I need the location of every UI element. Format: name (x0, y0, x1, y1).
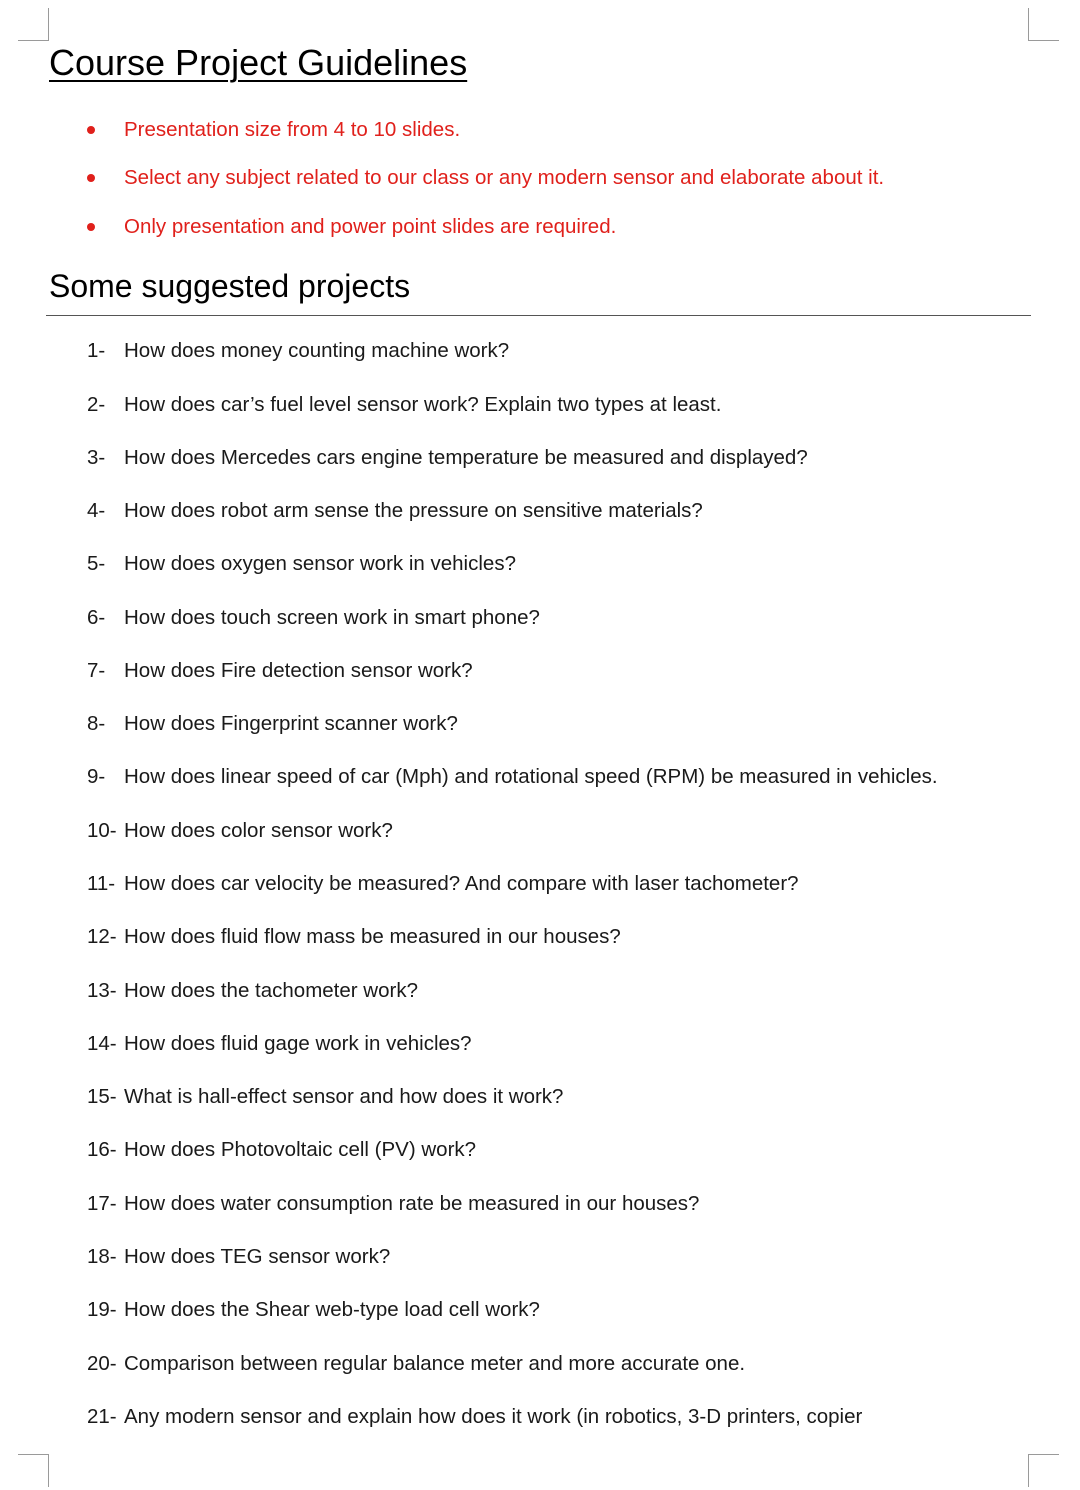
project-text: How does car’s fuel level sensor work? Explain two types at least. (124, 393, 722, 416)
project-number: 10- (87, 819, 117, 842)
project-text: How does robot arm sense the pressure on sensitive materials? (124, 499, 703, 522)
section-divider (46, 315, 1031, 316)
project-number: 9- (87, 765, 106, 788)
crop-mark-top-left (18, 8, 49, 41)
project-text: How does oxygen sensor work in vehicles? (124, 552, 516, 575)
project-number: 12- (87, 925, 117, 948)
crop-mark-bottom-right (1028, 1454, 1059, 1487)
project-text: How does fluid gage work in vehicles? (124, 1032, 472, 1055)
project-text: How does Fire detection sensor work? (124, 659, 473, 682)
project-number: 13- (87, 979, 117, 1002)
project-number: 11- (87, 872, 116, 895)
project-number: 6- (87, 606, 106, 629)
project-text: Any modern sensor and explain how does it work (in robotics, 3-D printers, copier (124, 1405, 863, 1428)
project-number: 7- (87, 659, 106, 682)
project-number: 4- (87, 499, 106, 522)
bullet-icon (87, 126, 95, 134)
project-text: How does Fingerprint scanner work? (124, 712, 458, 735)
project-number: 18- (87, 1245, 117, 1268)
project-number: 1- (87, 339, 106, 362)
project-number: 17- (87, 1192, 117, 1215)
project-text: What is hall-effect sensor and how does it work? (124, 1085, 564, 1108)
project-number: 16- (87, 1138, 117, 1161)
project-text: How does touch screen work in smart phone? (124, 606, 540, 629)
project-number: 8- (87, 712, 106, 735)
project-text: How does TEG sensor work? (124, 1245, 391, 1268)
project-text: How does Photovoltaic cell (PV) work? (124, 1138, 477, 1161)
section-heading: Some suggested projects (49, 268, 411, 304)
crop-mark-top-right (1028, 8, 1059, 41)
project-text: How does the Shear web-type load cell work? (124, 1298, 540, 1321)
bullet-icon (87, 223, 95, 231)
project-number: 3- (87, 446, 106, 469)
project-number: 21- (87, 1405, 117, 1428)
project-text: How does Mercedes cars engine temperature be measured and displayed? (124, 446, 808, 469)
project-text: How does fluid flow mass be measured in our houses? (124, 925, 621, 948)
project-text: How does color sensor work? (124, 819, 393, 842)
project-number: 5- (87, 552, 106, 575)
guideline-text: Only presentation and power point slides are required. (124, 215, 617, 238)
document-title: Course Project Guidelines (49, 42, 468, 83)
project-number: 19- (87, 1298, 117, 1321)
project-number: 2- (87, 393, 106, 416)
project-number: 15- (87, 1085, 117, 1108)
project-number: 20- (87, 1352, 117, 1375)
project-text: How does water consumption rate be measured in our houses? (124, 1192, 700, 1215)
project-number: 14- (87, 1032, 117, 1055)
guideline-text: Presentation size from 4 to 10 slides. (124, 118, 461, 141)
project-text: How does linear speed of car (Mph) and rotational speed (RPM) be measured in vehicles. (124, 765, 938, 788)
bullet-icon (87, 174, 95, 182)
project-text: How does money counting machine work? (124, 339, 510, 362)
project-text: Comparison between regular balance meter and more accurate one. (124, 1352, 746, 1375)
crop-mark-bottom-left (18, 1454, 49, 1487)
guideline-text: Select any subject related to our class or any modern sensor and elaborate about it. (124, 166, 885, 189)
project-text: How does car velocity be measured? And compare with laser tachometer? (124, 872, 799, 895)
project-text: How does the tachometer work? (124, 979, 418, 1002)
